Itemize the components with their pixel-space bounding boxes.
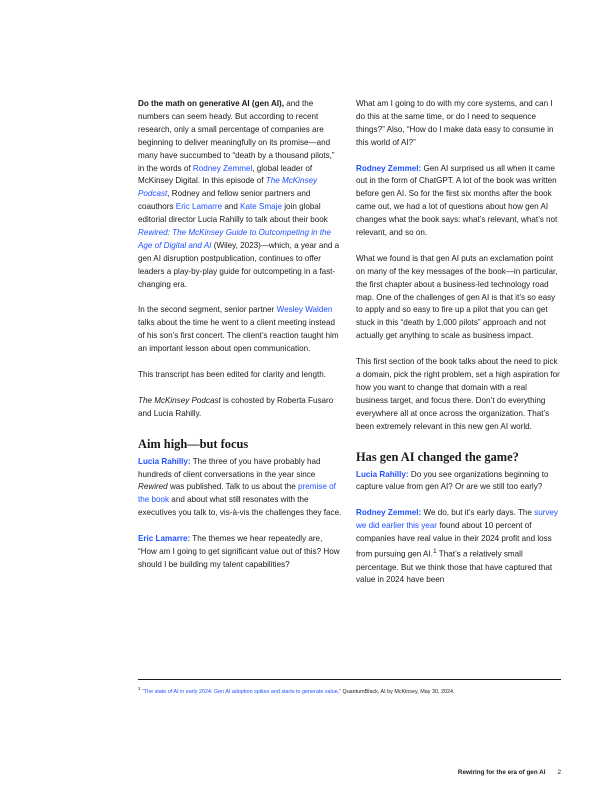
- intro-text: and: [222, 202, 241, 212]
- question-text: The three of you have probably had hundreds of client conversations in the year since: [138, 456, 321, 479]
- answer-text: Gen AI surprised us all when it came out in the form of ChatGPT. A lot of the book was written before gen AI. So for the first six months after the book came out, we had a lot of questions about how gen AI changes what the book says: what’s relevant, what’s not relevant, and so on.: [356, 163, 558, 238]
- cohost-note: [138, 395, 343, 421]
- page-footer: [458, 769, 561, 776]
- footnote-number: 1: [138, 686, 141, 691]
- answer-text: found about 10 percent of companies have real value in their 2024 profit and loss from pursuing gen AI.: [356, 521, 552, 559]
- answer-rodney-2: [356, 507, 561, 587]
- eric-lamarre-link[interactable]: Eric Lamarre: [175, 202, 223, 212]
- intro-text: (Wiley, 2023)—which, a year and a gen AI disruption postpublication, continues to offer leaders a play-by-play guide for outcompeting in a fast-changing era.: [138, 240, 340, 289]
- intro-text: , Rodney and fellow senior partners and coauthors: [138, 189, 311, 212]
- second-text: talks about the time he went to a client meeting instead of his son’s first concert. The client’s reaction taught him an important lesson about open communication.: [138, 318, 339, 354]
- answer-text: We do, but it’s early days. The: [421, 508, 535, 518]
- paragraph-first-section: This first section of the book talks about the need to pick a domain, pick the right problem, set a high aspiration for how you want to change that domain with a real business target, and focus there. Don’t do everything everywhere all at once across the organization. That’s been extremely relevant in this new gen AI world.: [356, 357, 560, 431]
- footer-title: Rewiring for the era of gen AI: [457, 769, 546, 776]
- premise-of-the-book-link[interactable]: premise of the book: [138, 482, 336, 505]
- question-lucia-2: [356, 469, 561, 495]
- wesley-walden-link[interactable]: Wesley Walden: [276, 305, 333, 315]
- rewired-book-link[interactable]: Rewired: The McKinsey Guide to Outcompeting in the Age of Digital and AI: [138, 228, 331, 250]
- question-text: Do you see organizations beginning to capture value from gen AI? Or are we still too early?: [356, 469, 549, 492]
- footnote-divider: [138, 679, 561, 680]
- intro-text: and the numbers can seem heady. But according to recent research, only a small percentage of companies are beginning to deliver meaningfully on its promise—and many have succumbed to “death by a thousand pilots,” in the words of: [138, 99, 335, 173]
- rewired-title: Rewired: [138, 482, 168, 492]
- speaker-lucia: Lucia Rahilly:: [356, 469, 409, 479]
- continued-paragraph: What am I going to do with my core systems, and can I do this at the same time, or do I need to sequence things?” Also, “How do I make data easy to consume in this world of AI?”: [356, 99, 554, 147]
- intro-paragraph: [138, 98, 343, 292]
- speaker-lucia: Lucia Rahilly:: [138, 456, 191, 466]
- right-column: [356, 98, 561, 600]
- survey-link[interactable]: survey we did earlier this year: [356, 508, 558, 531]
- mckinsey-podcast-link[interactable]: The McKinsey Podcast: [138, 176, 318, 199]
- question-text: and about what still resonates with the executives you talk to, vis-à-vis the challenges they face.: [138, 495, 342, 518]
- cohost-podcast-title: The McKinsey Podcast: [138, 395, 221, 405]
- left-column: [138, 98, 343, 585]
- second-segment-paragraph: [138, 304, 343, 356]
- paragraph-exclamation-point: What we found is that gen AI puts an exclamation point on many of the key messages of the book—in particular, the first chapter about a business-led technology road map. One of the challenges of gen AI is that it’s so easy to apply and so easy to fire up a pilot that you can get stuck in this “death by 1,000 pilots” approach and not actually get anything to scale as business impact.: [356, 253, 558, 341]
- edited-note: This transcript has been edited for clarity and length.: [138, 370, 327, 379]
- answer-eric-1: [138, 533, 343, 572]
- footnote-source: ” QuantumBlack, AI by McKinsey, May 30, 2024.: [339, 688, 455, 695]
- section-heading-aim-high: Aim high—but focus: [138, 436, 249, 451]
- second-text: In the second segment, senior partner: [138, 305, 277, 315]
- speaker-rodney: Rodney Zemmel:: [356, 163, 422, 173]
- page-number: 2: [557, 769, 561, 776]
- intro-text: , global leader of McKinsey Digital. In this episode of: [138, 163, 313, 186]
- answer-text: That’s a relatively small percentage. But we think those that have captured that value in 2024 have been: [356, 549, 553, 585]
- rodney-zemmel-link[interactable]: Rodney Zemmel: [192, 163, 253, 173]
- speaker-rodney: Rodney Zemmel:: [356, 508, 422, 518]
- intro-text: join global editorial director Lucia Rahilly to talk about their book: [138, 202, 328, 225]
- footnote: [138, 685, 561, 696]
- answer-rodney-1: [356, 163, 561, 240]
- kate-smaje-link[interactable]: Kate Smaje: [240, 202, 282, 212]
- speaker-eric: Eric Lamarre:: [138, 534, 191, 544]
- section-heading-changed-game: Has gen AI changed the game?: [356, 449, 519, 464]
- footnote-ref[interactable]: 1: [432, 547, 437, 555]
- footnote-link[interactable]: “The state of AI in early 2024: Gen AI adoption spikes and starts to generate value,: [142, 688, 340, 695]
- question-text: was published. Talk to us about the: [167, 482, 299, 492]
- intro-lead: Do the math on generative AI (gen AI),: [138, 99, 284, 108]
- question-lucia-1: [138, 456, 343, 521]
- answer-text: The themes we hear repeatedly are, “How am I going to get significant value out of this? How should I be building my talent capabilities?: [138, 534, 340, 569]
- cohost-text: is cohosted by Roberta Fusaro and Lucia Rahilly.: [138, 395, 334, 418]
